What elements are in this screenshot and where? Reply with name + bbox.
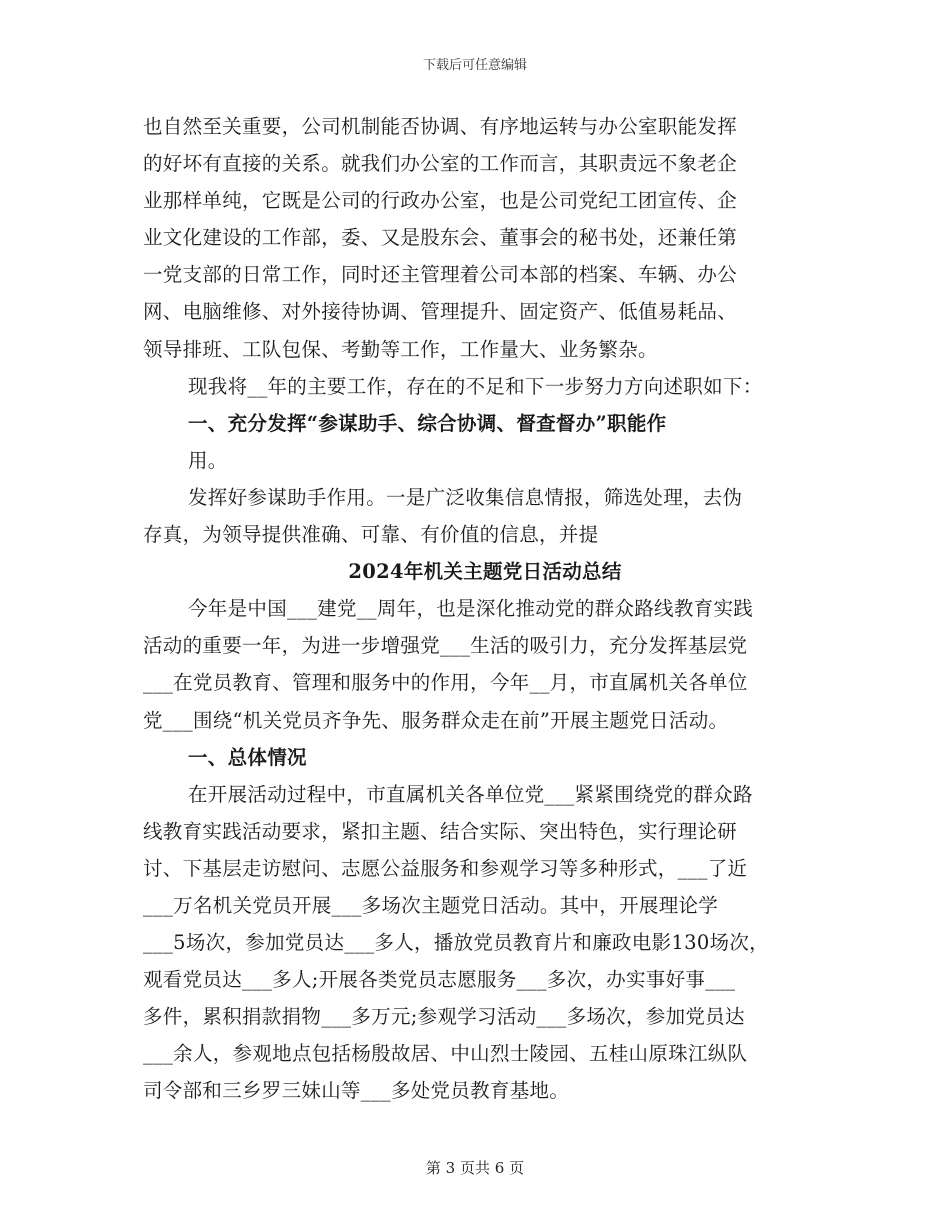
text-line: ___余人，参观地点包括杨殷故居、中山烈士陵园、五桂山原珠江纵队	[143, 1042, 748, 1066]
page-footer: 第 3 页共 6 页	[425, 1159, 525, 1177]
section-heading: 一、充分发挥“参谋助手、综合协调、督查督办”职能作	[188, 411, 667, 435]
text-line: 也自然至关重要，公司机制能否协调、有序地运转与办公室职能发挥	[143, 115, 738, 138]
text-line: 用。	[188, 448, 228, 472]
text-line: 司令部和三乡罗三妹山等___多处党员教育基地。	[143, 1079, 570, 1103]
text-line: 今年是中国___建党__周年，也是深化推动党的群众路线教育实践	[188, 597, 754, 621]
text-line: 业那样单纯，它既是公司的行政办公室，也是公司党纪工团宣传、企	[143, 189, 738, 213]
text-line: 多件，累积捐款捐物___多万元;参观学习活动___多场次，参加党员达	[143, 1005, 745, 1029]
text-line: 现我将__年的主要工作，存在的不足和下一步努力方向述职如下：	[188, 374, 763, 398]
page-header-note: 下载后可任意编辑	[422, 58, 527, 73]
text-line: 活动的重要一年，为进一步增强党___生活的吸引力，充分发挥基层党	[143, 634, 748, 658]
text-line: ___在党员教育、管理和服务中的作用，今年__月，市直属机关各单位	[143, 671, 748, 695]
text-line: 在开展活动过程中，市直属机关各单位党___紧紧围绕党的群众路	[188, 782, 753, 806]
text-line: ___万名机关党员开展___多场次主题党日活动。其中，开展理论学	[143, 893, 719, 917]
text-line: 党___围绕“机关党员齐争先、服务群众走在前”开展主题党日活动。	[143, 708, 729, 732]
text-line: 的好坏有直接的关系。就我们办公室的工作而言，其职责远不象老企	[143, 152, 738, 176]
document-title: 2024年机关主题党日活动总结	[348, 560, 622, 584]
text-line: 一党支部的日常工作，同时还主管理着公司本部的档案、车辆、办公	[143, 263, 738, 287]
text-line: 讨、下基层走访慰问、志愿公益服务和参观学习等多种形式，___了近	[143, 856, 748, 880]
text-line: 领导排班、工队包保、考勤等工作，工作量大、业务繁杂。	[143, 337, 658, 361]
text-line: ___5场次，参加党员达___多人，播放党员教育片和廉政电影130场次，	[143, 931, 769, 955]
text-line: 线教育实践活动要求，紧扣主题、结合实际、突出特色，实行理论研	[143, 819, 738, 843]
text-line: 网、电脑维修、对外接待协调、管理提升、固定资产、低值易耗品、	[143, 300, 738, 324]
text-line: 发挥好参谋助手作用。一是广泛收集信息情报，筛选处理，去伪	[188, 485, 743, 509]
text-line: 观看党员达___多人;开展各类党员志愿服务___多次，办实事好事___	[143, 968, 736, 992]
document-body	[143, 108, 815, 1110]
text-line: 存真，为领导提供准确、可靠、有价值的信息，并提	[143, 523, 599, 547]
section-heading: 一、总体情况	[188, 745, 307, 769]
text-line: 业文化建设的工作部，委、又是股东会、董事会的秘书处，还兼任第	[143, 226, 738, 250]
